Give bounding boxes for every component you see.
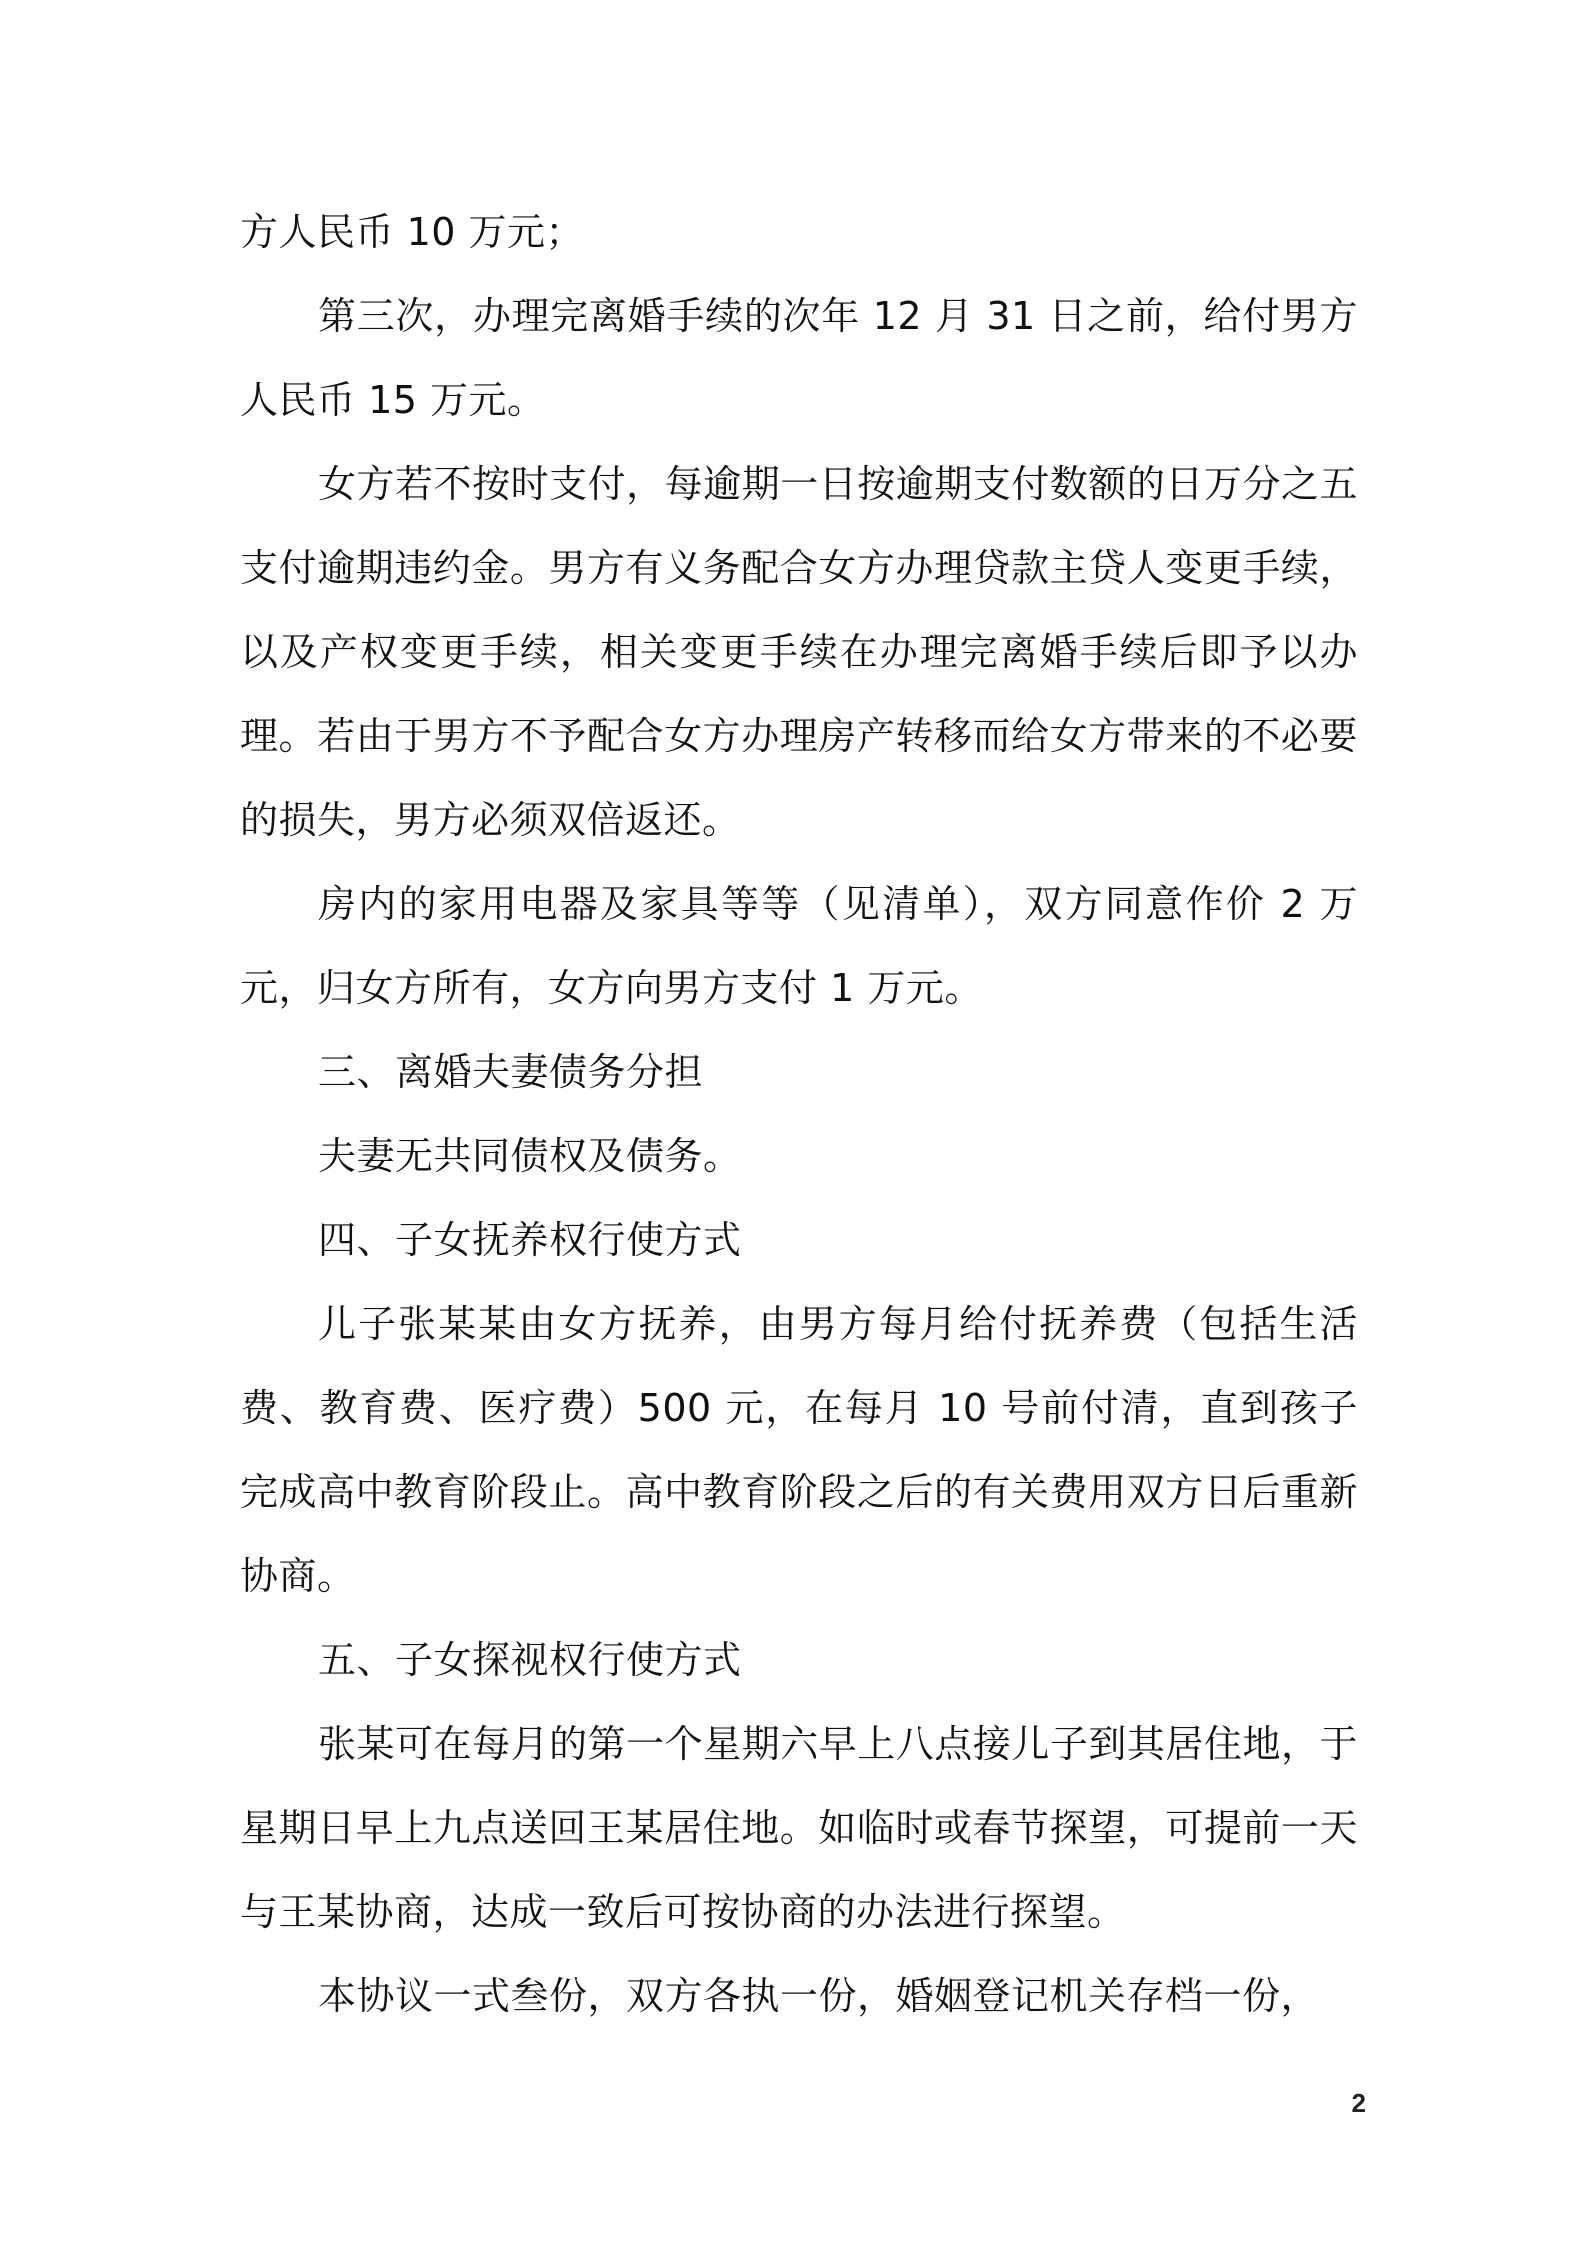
paragraph-late-penalty: 女方若不按时支付，每逾期一日按逾期支付数额的日万分之五支付逾期违约金。男方有义务配合女方办理贷款主贷人变更手续，以及产权变更手续，相关变更手续在办理完离婚手续后即予以办理。若由于男方不予配合女方办理房产转移而给女方带来的不必要的损失，男方必须双倍返还。	[240, 462, 1358, 842]
paragraph-copies: 本协议一式叁份，双方各执一份，婚姻登记机关存档一份，	[318, 1974, 1320, 2018]
section-heading-custody: 四、子女抚养权行使方式	[318, 1218, 742, 1262]
paragraph-appliances: 房内的家用电器及家具等等（见清单），双方同意作价 2 万元，归女方所有，女方向男方支付 1 万元。	[240, 882, 1358, 1010]
section-heading-debt: 三、离婚夫妻债务分担	[318, 1050, 704, 1094]
page-number: 2	[1351, 2088, 1366, 2118]
section-heading-visitation: 五、子女探视权行使方式	[318, 1638, 742, 1682]
paragraph-visitation: 张某可在每月的第一个星期六早上八点接儿子到其居住地，于星期日早上九点送回王某居住地。如临时或春节探望，可提前一天与王某协商，达成一致后可按协商的办法进行探望。	[240, 1722, 1358, 1934]
paragraph-custody: 儿子张某某由女方抚养，由男方每月给付抚养费（包括生活费、教育费、医疗费）500 元，在每月 10 号前付清，直到孩子完成高中教育阶段止。高中教育阶段之后的有关费用双方日后重新协商。	[240, 1302, 1358, 1598]
document-body	[240, 190, 1358, 2038]
paragraph-continuation: 方人民币 10 万元；	[240, 210, 585, 254]
paragraph-debt: 夫妻无共同债权及债务。	[318, 1134, 742, 1178]
paragraph-third-payment: 第三次，办理完离婚手续的次年 12 月 31 日之前，给付男方人民币 15 万元。	[240, 294, 1358, 422]
